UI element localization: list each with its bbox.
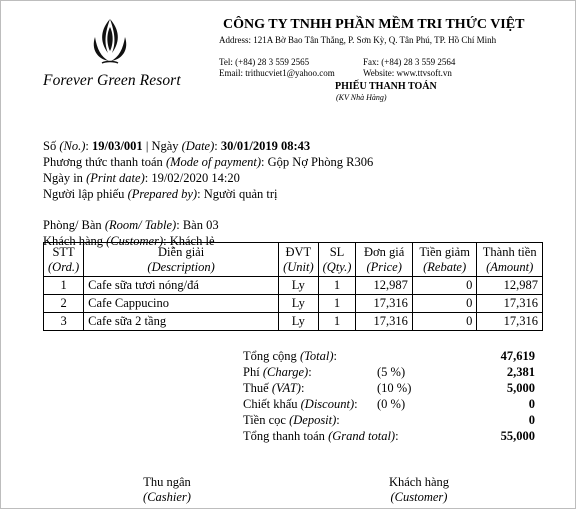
header-amount: Thành tiền (Amount)	[477, 243, 543, 277]
receipt-date: 30/01/2019 08:43	[220, 139, 311, 153]
company-website: Website: www.ttvsoft.vn	[363, 68, 452, 78]
header-description: Diễn giải (Description)	[84, 243, 279, 277]
discount-percent: (0 %)	[377, 397, 406, 411]
company-fax: Fax: (+84) 28 3 559 2564	[363, 57, 456, 67]
vat-percent: (10 %)	[377, 381, 412, 395]
prepared-by-line: Người lập phiếu (Prepared by): Người quản trị	[43, 187, 278, 201]
company-tel: Tel: (+84) 28 3 559 2565	[219, 57, 310, 67]
leaf-flame-logo-icon	[89, 17, 131, 67]
grand-total-label: Tổng thanh toán (Grand total):	[243, 429, 399, 443]
header-unit: ĐVT (Unit)	[279, 243, 319, 277]
receipt-title: PHIẾU THANH TOÁN	[335, 81, 437, 92]
company-address: Address: 121A Bờ Bao Tân Thắng, P. Sơn Kỳ, Q. Tân Phú, TP. Hồ Chí Minh	[219, 35, 497, 45]
header-qty: SL (Qty.)	[318, 243, 356, 277]
total-label: Tổng cộng (Total):	[243, 349, 337, 363]
receipt-number-line: Số (No.): 19/03/001 | Ngày (Date): 30/01/2019 08:43	[43, 139, 311, 153]
header-ord: STT (Ord.)	[44, 243, 84, 277]
charge-label: Phí (Charge):	[243, 365, 312, 379]
payment-mode-line: Phương thức thanh toán (Mode of payment): Gộp Nợ Phòng R306	[43, 155, 374, 169]
brand-name: Forever Green Resort	[43, 72, 181, 89]
company-email: Email: trithucviet1@yahoo.com	[219, 68, 335, 78]
receipt-subtitle: (KV Nhà Hàng)	[336, 93, 387, 102]
company-name: CÔNG TY TNHH PHẦN MỀM TRI THỨC VIỆT	[223, 17, 525, 32]
header-price: Đơn giá (Price)	[356, 243, 412, 277]
items-table	[43, 242, 543, 331]
customer-signature: Khách hàng (Customer)	[388, 475, 450, 504]
header-rebate: Tiền giảm (Rebate)	[412, 243, 476, 277]
deposit-label: Tiền cọc (Deposit):	[243, 413, 340, 427]
customer-line: Khách hàng (Customer): Khách lẻ	[43, 234, 215, 248]
table-row: 1 Cafe sữa tươi nóng/đá Ly 1 12,987 0 12,987	[44, 277, 543, 295]
total-value: 47,619	[500, 349, 535, 363]
table-row: 3 Cafe sữa 2 tầng Ly 1 17,316 0 17,316	[44, 313, 543, 331]
discount-label: Chiết khấu (Discount):	[243, 397, 358, 411]
cashier-signature: Thu ngân (Cashier)	[143, 475, 191, 504]
receipt-number: 19/03/001	[91, 139, 143, 153]
charge-percent: (5 %)	[377, 365, 406, 379]
table-row: 2 Cafe Cappucino Ly 1 17,316 0 17,316	[44, 295, 543, 313]
print-date-line: Ngày in (Print date): 19/02/2020 14:20	[43, 171, 240, 185]
table-header-row	[44, 243, 543, 277]
vat-value: 5,000	[506, 381, 535, 395]
vat-label: Thuế (VAT):	[243, 381, 305, 395]
grand-total-value: 55,000	[500, 429, 535, 443]
charge-value: 2,381	[506, 365, 535, 379]
deposit-value: 0	[528, 413, 535, 427]
room-table-line: Phòng/ Bàn (Room/ Table): Bàn 03	[43, 218, 219, 232]
discount-value: 0	[528, 397, 535, 411]
